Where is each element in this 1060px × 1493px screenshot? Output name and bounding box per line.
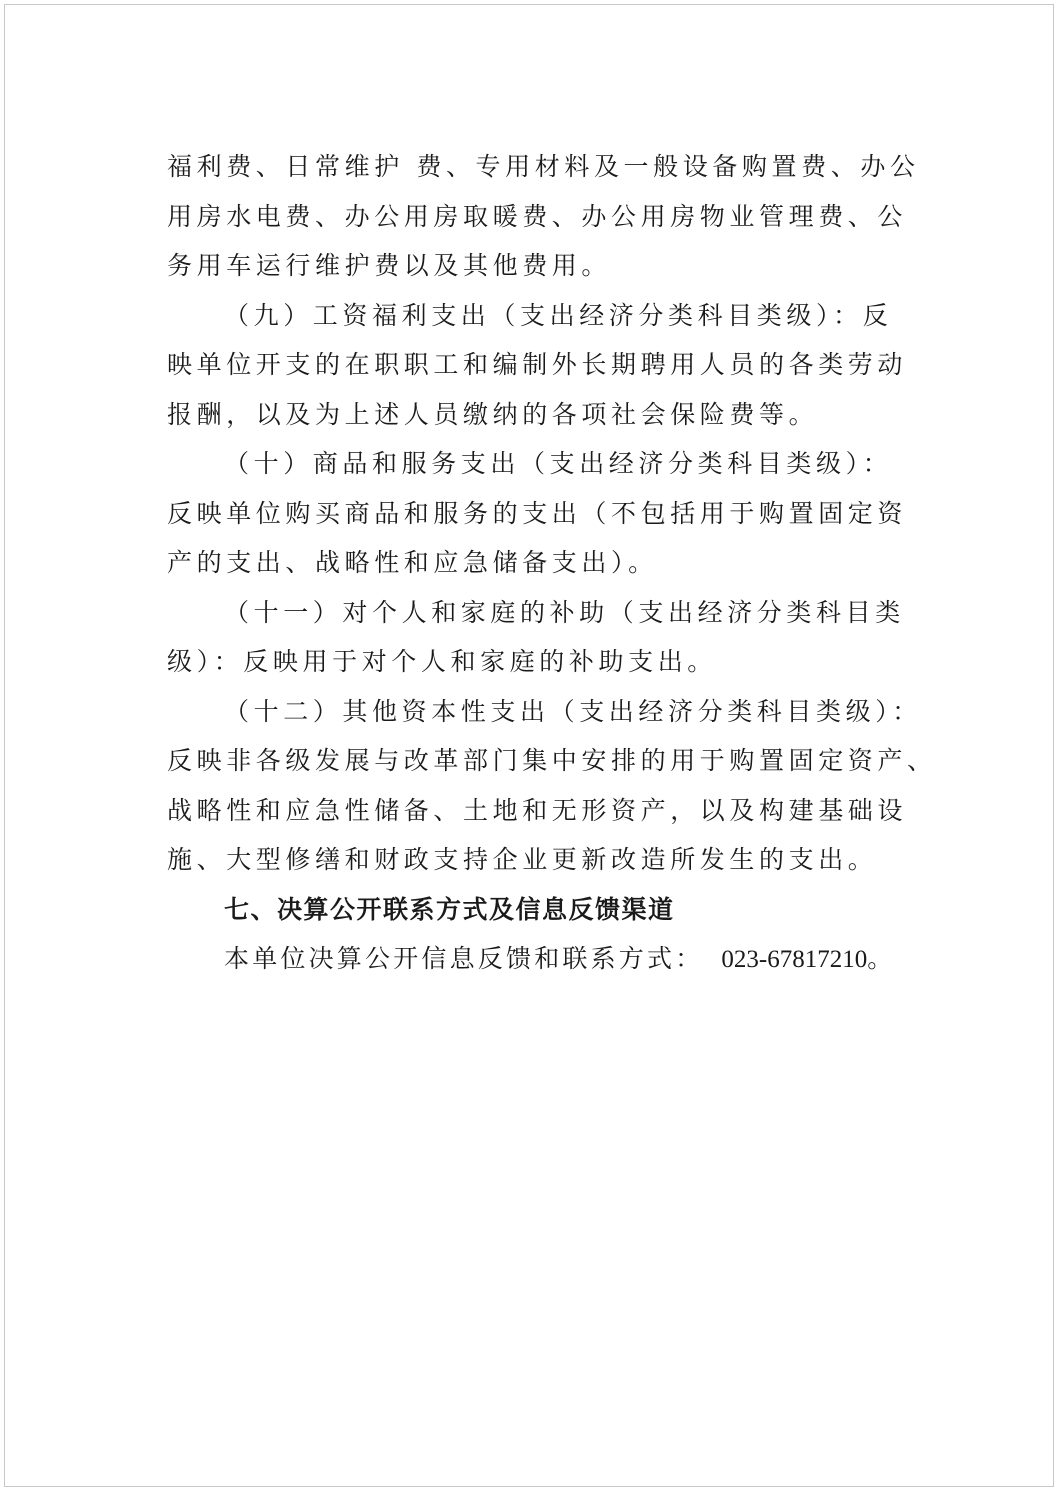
paragraph-line: 产的支出、战略性和应急储备支出）。: [167, 548, 658, 577]
paragraph-line: 反映非各级发展与改革部门集中安排的用于购置固定资产、: [167, 746, 937, 775]
paragraph-line: 施、大型修缮和财政支持企业更新改造所发生的支出。: [167, 845, 878, 874]
paragraph-line: 福利费、日常维护 费、专用材料及一般设备购置费、办公: [167, 152, 920, 181]
paragraph-line: 报酬，以及为上述人员缴纳的各项社会保险费等。: [167, 399, 819, 429]
paragraph-line: 战略性和应急性储备、土地和无形资产，以及构建基础设: [167, 795, 908, 825]
contact-label: 本单位决算公开信息反馈和联系方式：: [224, 944, 704, 973]
paragraph-line-item-12: （十二）其他资本性支出（支出经济分类科目类级）：: [224, 696, 922, 726]
paragraph-line-item-9: （九）工资福利支出（支出经济分类科目类级）：反: [224, 300, 893, 330]
paragraph-line-item-11: （十一）对个人和家庭的补助（支出经济分类科目类: [224, 597, 905, 627]
paragraph-line: 用房水电费、办公用房取暖费、办公用房物业管理费、公: [167, 201, 908, 231]
paragraph-line: 级）：反映用于对个人和家庭的补助支出。: [167, 647, 717, 676]
section-heading: 七、决算公开联系方式及信息反馈渠道: [224, 894, 675, 924]
contact-line: [167, 934, 915, 984]
paragraph-line: 映单位开支的在职职工和编制外长期聘用人员的各类劳动: [167, 350, 908, 379]
contact-phone: 023-67817210。: [721, 946, 893, 973]
paragraph-line: 反映单位购买商品和服务的支出（不包括用于购置固定资: [167, 498, 908, 528]
document-body: [167, 142, 937, 984]
paragraph-line: 务用车运行维护费以及其他费用。: [167, 251, 612, 280]
paragraph-line-item-10: （十）商品和服务支出（支出经济分类科目类级）：: [224, 449, 893, 478]
document-page: [4, 4, 1054, 1487]
